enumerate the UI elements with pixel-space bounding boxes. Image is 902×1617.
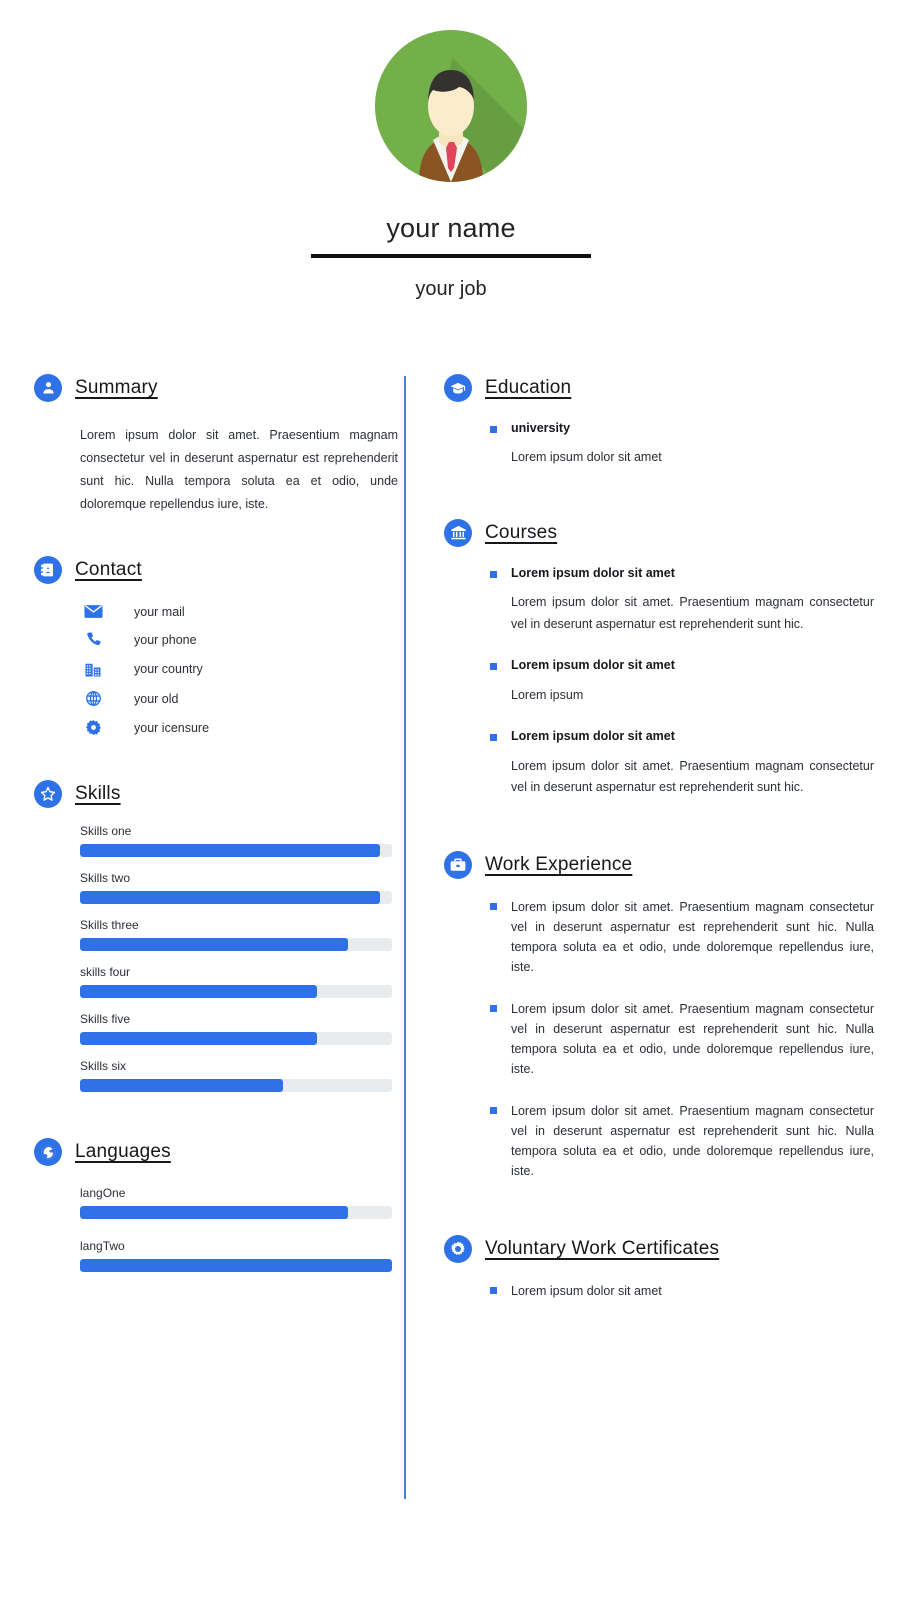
page-title: your name: [386, 213, 516, 243]
contact-card-icon: [34, 556, 62, 584]
courses-list: [490, 565, 874, 799]
skill-bar-item: [80, 965, 392, 998]
entry-heading-row: [490, 565, 874, 583]
globe-badge-icon: [34, 1138, 62, 1166]
entry-body: Lorem ipsum dolor sit amet: [511, 1283, 662, 1298]
avatar: [375, 30, 527, 182]
contact-value: your mail: [134, 604, 185, 619]
list-item[interactable]: [80, 660, 394, 678]
list-item: [490, 1101, 874, 1181]
skill-label: Skills two: [80, 871, 131, 886]
skill-track: [80, 1032, 392, 1045]
section-title: Summary: [75, 376, 158, 398]
section-education-heading: [444, 374, 874, 402]
contact-value: your phone: [134, 632, 197, 647]
list-item: [490, 657, 874, 706]
skill-bar-item: [80, 1012, 392, 1045]
contact-value: your icensure: [134, 720, 210, 735]
skill-fill: [80, 844, 380, 857]
entry-row: [490, 897, 874, 977]
section-title: Work Experience: [485, 853, 633, 875]
language-bar-item: [80, 1239, 392, 1272]
bank-building-icon: [444, 519, 472, 547]
skill-fill: [80, 985, 317, 998]
entry-row: [490, 1281, 874, 1301]
entry-body: Lorem ipsum dolor sit amet. Praesentium magnam consectetur vel in deserunt aspernatur est reprehenderit sunt hic. Nulla tempora soluta ea et odio, unde doloremque repellendus iure, iste.: [511, 1103, 874, 1178]
skill-fill: [80, 1032, 317, 1045]
language-fill: [80, 1259, 392, 1272]
entry-body: Lorem ipsum dolor sit amet. Praesentium magnam consectetur vel in deserunt aspernatur est reprehenderit sunt hic. Nulla tempora soluta ea et odio, unde doloremque repellendus iure, iste.: [511, 899, 874, 974]
entry-body: Lorem ipsum dolor sit amet. Praesentium magnam consectetur vel in deserunt aspernatur est reprehenderit sunt hic.: [511, 595, 874, 631]
entry-title: Lorem ipsum dolor sit amet: [511, 658, 675, 673]
skills-bar-list: [80, 824, 392, 1092]
section-languages-heading: [34, 1138, 394, 1166]
name-underline-rule: [311, 254, 591, 258]
summary-text: Lorem ipsum dolor sit amet. Praesentium magnam consectetur vel in deserunt aspernatur est reprehenderit sunt hic. Nulla tempora soluta ea et odio, unde doloremque repellendus iure, iste.: [80, 427, 398, 512]
skill-label: Skills five: [80, 1012, 131, 1027]
entry-heading-row: [490, 657, 874, 675]
phone-icon: [80, 631, 106, 648]
starburst-seal-icon: [444, 1235, 472, 1263]
left-column: [0, 374, 404, 1293]
graduation-cap-icon: [444, 374, 472, 402]
entry-row: [490, 1101, 874, 1181]
entry-body: Lorem ipsum dolor sit amet: [511, 450, 662, 465]
square-bullet-icon: [490, 734, 497, 741]
job-title: your job: [415, 277, 487, 300]
section-skills-heading: [34, 780, 394, 808]
list-item: [490, 565, 874, 636]
section-title: Voluntary Work Certificates: [485, 1237, 720, 1259]
skill-bar-item: [80, 871, 392, 904]
briefcase-icon: [444, 851, 472, 879]
entry-title: university: [511, 420, 571, 435]
user-icon: [34, 374, 62, 402]
list-item: [490, 728, 874, 799]
education-list: [490, 420, 874, 469]
certificate-seal-icon: [80, 719, 106, 736]
skill-bar-item: [80, 918, 392, 951]
square-bullet-icon: [490, 1287, 497, 1294]
entry-body: Lorem ipsum: [511, 687, 584, 702]
skill-track: [80, 938, 392, 951]
contact-value: your old: [134, 691, 179, 706]
section-title: Courses: [485, 521, 558, 543]
list-item: [490, 1281, 874, 1301]
contact-value: your country: [134, 662, 203, 677]
envelope-icon: [80, 604, 106, 619]
right-column: [406, 374, 898, 1301]
skill-track: [80, 1079, 392, 1092]
square-bullet-icon: [490, 426, 497, 433]
entry-heading-row: [490, 420, 874, 438]
skill-fill: [80, 1079, 283, 1092]
skill-track: [80, 844, 392, 857]
section-title: Contact: [75, 559, 142, 581]
skill-track: [80, 985, 392, 998]
voluntary-work-list: [490, 1281, 874, 1301]
skill-label: Skills six: [80, 1059, 127, 1074]
work-experience-list: [490, 897, 874, 1181]
list-item: [490, 420, 874, 469]
section-courses-heading: [444, 519, 874, 547]
entry-body: Lorem ipsum dolor sit amet. Praesentium magnam consectetur vel in deserunt aspernatur est reprehenderit sunt hic. Nulla tempora soluta ea et odio, unde doloremque repellendus iure, iste.: [511, 1001, 874, 1076]
language-bar-item: [80, 1186, 392, 1219]
square-bullet-icon: [490, 1107, 497, 1114]
skill-track: [80, 891, 392, 904]
section-work-experience-heading: [444, 851, 874, 879]
star-badge-icon: [34, 780, 62, 808]
skill-label: Skills one: [80, 824, 132, 839]
section-title: Languages: [75, 1141, 171, 1163]
list-item: [490, 897, 874, 977]
square-bullet-icon: [490, 903, 497, 910]
entry-title: Lorem ipsum dolor sit amet: [511, 729, 675, 744]
entry-row: [490, 999, 874, 1079]
skill-fill: [80, 891, 380, 904]
list-item[interactable]: [80, 719, 394, 736]
globe-icon: [80, 690, 106, 707]
skill-bar-item: [80, 824, 392, 857]
skill-label: Skills three: [80, 918, 139, 933]
language-fill: [80, 1206, 348, 1219]
list-item[interactable]: [80, 604, 394, 619]
skill-bar-item: [80, 1059, 392, 1092]
city-buildings-icon: [80, 660, 106, 678]
list-item: [490, 999, 874, 1079]
section-contact-heading: [34, 556, 394, 584]
square-bullet-icon: [490, 571, 497, 578]
person-avatar-photo: [375, 30, 527, 182]
language-label: langTwo: [80, 1239, 125, 1254]
language-label: langOne: [80, 1186, 126, 1201]
entry-body: Lorem ipsum dolor sit amet. Praesentium magnam consectetur vel in deserunt aspernatur est reprehenderit sunt hic.: [511, 758, 874, 795]
skill-label: skills four: [80, 965, 131, 980]
resume-header: [0, 0, 902, 301]
section-title: Education: [485, 376, 572, 398]
skill-fill: [80, 938, 348, 951]
languages-bar-list: [80, 1186, 392, 1272]
section-voluntary-work-heading: [444, 1235, 874, 1263]
resume-body: [0, 374, 902, 1499]
section-summary-heading: [34, 374, 394, 402]
square-bullet-icon: [490, 1005, 497, 1012]
entry-heading-row: [490, 728, 874, 746]
language-track: [80, 1259, 392, 1272]
list-item[interactable]: [80, 690, 394, 707]
language-track: [80, 1206, 392, 1219]
entry-title: Lorem ipsum dolor sit amet: [511, 565, 675, 580]
square-bullet-icon: [490, 663, 497, 670]
contact-list: [80, 604, 394, 736]
section-title: Skills: [75, 783, 121, 805]
list-item[interactable]: [80, 631, 394, 648]
